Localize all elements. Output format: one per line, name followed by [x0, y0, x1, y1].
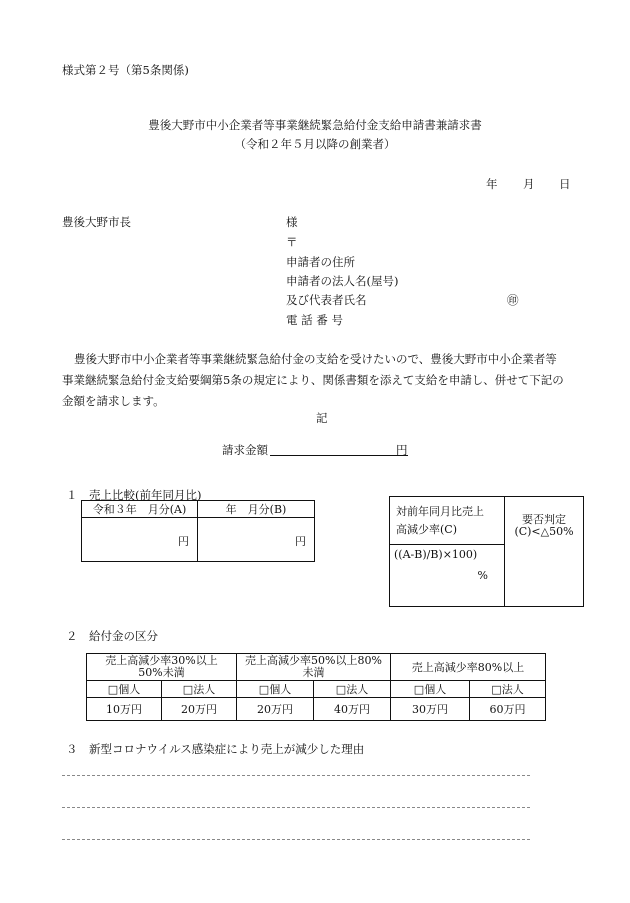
amount-cell: 10万円 — [87, 698, 162, 721]
body-line-2: 事業継続緊急給付金支給要綱第5条の規定により、関係書類を添えて支給を申請し、併せて下記の — [62, 373, 564, 387]
date-month: 月 — [523, 177, 535, 191]
claim-amount-line[interactable] — [270, 455, 408, 456]
claim-unit: 円 — [396, 443, 408, 457]
sales-comparison-table — [81, 500, 315, 562]
body-line-1: 豊後大野市中小企業者等事業継続緊急給付金の支給を受けたいので、豊後大野市中小企業者等 — [74, 352, 557, 366]
header-30-50: 売上高減少率30%以上 50%未満 — [87, 654, 237, 681]
type-checkbox[interactable]: □法人 — [314, 681, 391, 698]
amount-cell: 30万円 — [391, 698, 470, 721]
col-b-value[interactable]: 円 — [198, 518, 315, 562]
type-checkbox[interactable]: □法人 — [162, 681, 237, 698]
applicant-rep-label: 及び代表者氏名 — [286, 293, 367, 307]
body-line-3: 金額を請求します。 — [62, 394, 165, 408]
type-checkbox[interactable]: □個人 — [237, 681, 314, 698]
header-50-80: 売上高減少率50%以上80% 未満 — [237, 654, 391, 681]
col-a-value[interactable]: 円 — [82, 518, 198, 562]
type-checkbox[interactable]: □法人 — [470, 681, 546, 698]
col-a-header: 令和３年 月分(A) — [82, 501, 198, 518]
rate-table — [389, 496, 584, 607]
form-number: 様式第２号（第5条関係) — [62, 63, 189, 77]
benefit-table — [86, 653, 546, 721]
reason-line-2[interactable] — [62, 807, 530, 808]
type-checkbox[interactable]: □個人 — [391, 681, 470, 698]
sama-label: 様 — [286, 215, 298, 229]
rate-value[interactable]: ((A-B)/B)×100) % — [390, 545, 505, 607]
amount-cell: 40万円 — [314, 698, 391, 721]
applicant-phone-label: 電 話 番 号 — [286, 313, 343, 327]
header-80: 売上高減少率80%以上 — [391, 654, 546, 681]
section3-title: ３ 新型コロナウイルス感染症により売上が減少した理由 — [66, 742, 365, 756]
applicant-corp-label: 申請者の法人名(屋号) — [286, 274, 399, 288]
section2-title: ２ 給付金の区分 — [66, 629, 158, 643]
amount-cell: 20万円 — [162, 698, 237, 721]
applicant-address-label: 申請者の住所 — [286, 255, 355, 269]
form-title: 豊後大野市中小企業者等事業継続緊急給付金支給申請書兼請求書 — [148, 118, 482, 132]
postal-mark: 〒 — [286, 235, 298, 249]
date-year: 年 — [486, 177, 498, 191]
claim-label: 請求金額 — [222, 443, 268, 457]
amount-cell: 20万円 — [237, 698, 314, 721]
form-subtitle: （令和２年５月以降の創業者） — [234, 137, 396, 151]
addressee: 豊後大野市長 — [62, 215, 131, 229]
reason-line-1[interactable] — [62, 775, 530, 776]
judge-cell[interactable]: 要否判定 (C)<△50% — [505, 497, 584, 607]
reason-line-3[interactable] — [62, 839, 530, 840]
amount-cell: 60万円 — [470, 698, 546, 721]
rate-header: 対前年同月比売上 高減少率(C) — [390, 497, 505, 545]
col-b-header: 年 月分(B) — [198, 501, 315, 518]
date-day: 日 — [559, 177, 571, 191]
type-checkbox[interactable]: □個人 — [87, 681, 162, 698]
seal-mark: ㊞ — [507, 293, 519, 307]
ki-label: 記 — [316, 411, 328, 425]
section1-title: １ 売上比較(前年同月比) — [66, 488, 202, 502]
